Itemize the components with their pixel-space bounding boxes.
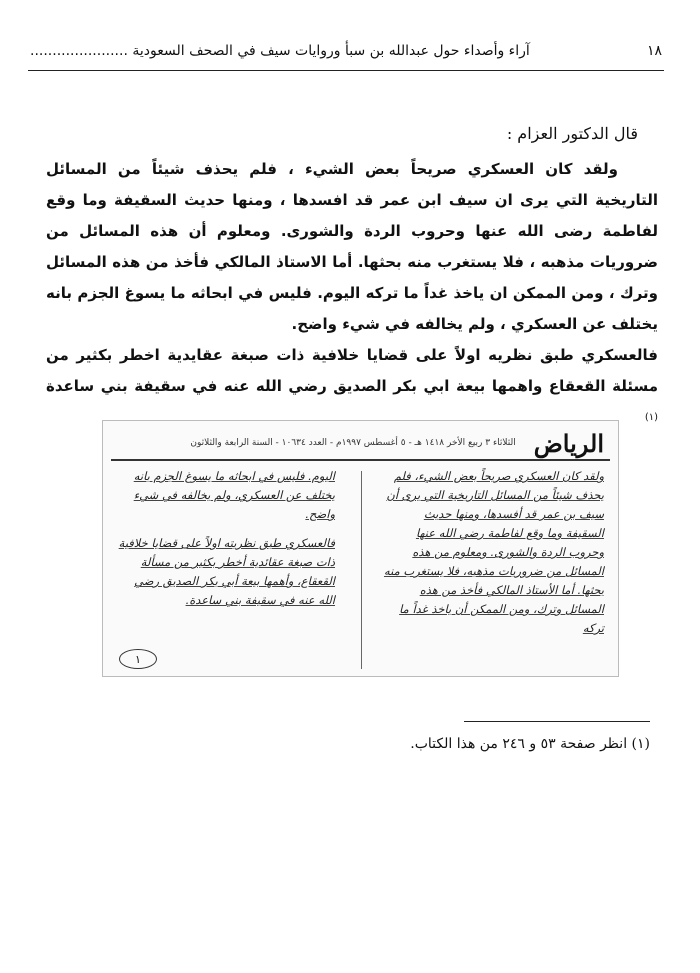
clipping-left-text-1: اليوم. فليس في ابحاثه ما يسوغ الجزم بانه يختلف عن العسكري، ولم يخالفه في شيء واضح. <box>133 469 335 521</box>
page-number: ١٨ <box>646 43 662 59</box>
newspaper-logo: الرياض <box>533 428 604 458</box>
clipping-masthead <box>111 427 610 461</box>
clipping-column-divider <box>361 471 362 669</box>
running-header <box>30 38 662 64</box>
clipping-right-column <box>382 467 604 648</box>
speaker-line: قال الدكتور العزام : <box>506 124 638 143</box>
clipping-dateline: الثلاثاء ٣ ربيع الأخر ١٤١٨ هـ - ٥ أغسطس ١٩٩٧م - العدد ١٠٦٣٤ - السنة الرابعة والثلاثون <box>190 438 516 448</box>
footnote-rule <box>464 721 650 722</box>
body-text <box>46 154 658 437</box>
clipping-right-text: ولقد كان العسكري صريحاً بعض الشيء، فلم يحذف شيئاً من المسائل التاريخية التي يرى أن سيف بن عمر قد أفسدها، ومنها حديث السقيفة وما وقع لفاطمة رضي الله عنها وحروب الردة والشورى. ومعلوم من هذه المسائل من ضروريات مذهبه، فلا يستغرب منه بحثها. أما الأستاذ المالكي فأخذ من هذه المسائل وترك، ومن الممكن أن ياخذ غداً ما تركه <box>383 469 604 635</box>
footnote-reference: (١) <box>644 412 658 423</box>
running-title: آراء وأصداء حول عبدالله بن سبأ وروايات سيف في الصحف السعودية ...................... <box>30 43 530 59</box>
paragraph-2-text: فالعسكري طبق نظريه اولاً على قضايا خلافية ذات صبغة عقايدية اخطر بكثير من مسئلة القعقاع واهمها بيعة ابي بكر الصديق رضي الله عنه في سقيفة بني ساعدة <box>46 346 658 395</box>
footnote: (١) انظر صفحة ٥٣ و ٢٤٦ من هذا الكتاب. <box>410 736 650 752</box>
clipping-page-mark: ١ <box>119 649 157 669</box>
paragraph-1: ولقد كان العسكري صريحاً بعض الشيء ، فلم يحذف شيئاً من المسائل التاريخية التي يرى ان سيف ابن عمر قد افسدها ، ومنها حديث السقيفة وما وقع لفاطمة رضى الله عنها وحروب الردة والشورى. ومعلوم أن هذه المسائل من ضروريات مذهبه ، فلا يستغرب منه بحثها. أما الاستاذ المالكي فأخذ من هذه المسائل وترك ، ومن الممكن ان ياخذ غداً ما تركه اليوم. فليس في ابحاثه ما يسوغ الجزم بانه يختلف عن العسكري ، ولم يخالفه في شيء واضح. <box>46 160 658 333</box>
header-rule <box>28 70 664 71</box>
clipping-left-text-2: فالعسكري طبق نظريته اولاً على قضايا خلافية ذات صبغة عقائدية أخطر بكثير من مسألة القعقاع، وأهمها بيعة أبي بكر الصديق رضي الله عنه في سقيفة بني ساعدة. <box>118 536 335 607</box>
clipping-left-column <box>117 467 335 620</box>
newspaper-clipping <box>102 420 619 677</box>
